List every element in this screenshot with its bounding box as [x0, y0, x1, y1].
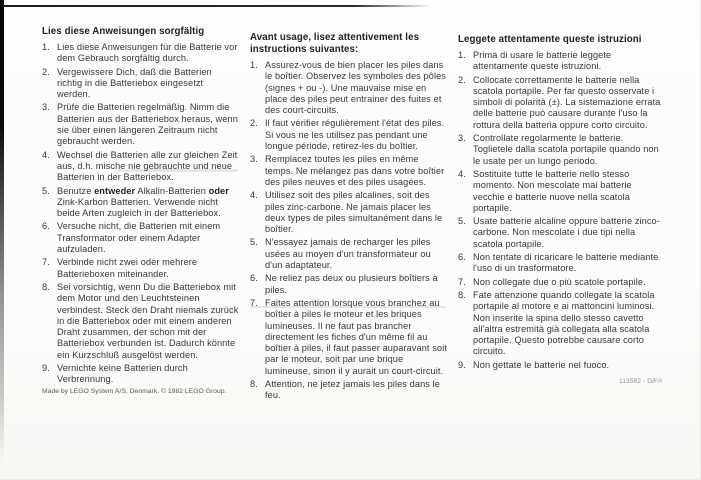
column-heading-french: Avant usage, lisez attentivement les instructions suivantes: — [250, 32, 420, 55]
instruction-item: Attention, ne jetez jamais les piles dans le feu. — [265, 379, 440, 401]
instruction-item: Faites attention lorsque vous branchez au boîtier à piles le moteur et les briques lumineuses. Il ne faut pas brancher directement les fiches d'un même fil au boîtier à piles, il faut passer auparavant soit par le moteur, soit par une brique lumineuse, sinon il y aurait un court-circuit. — [265, 297, 447, 376]
instruction-item: Remplacez toutes les piles en même temps. Ne mélangez pas dans votre boîtier des piles neuves et des piles usagées. — [265, 154, 445, 187]
instruction-list-german — [42, 42, 239, 386]
instruction-item: Versuche nicht, die Batterien mit einem Transformator oder einem Adapter aufzuladen. — [57, 221, 221, 255]
instruction-list-french — [250, 60, 449, 402]
scan-edge-top-line — [2, 5, 432, 7]
instruction-item: Lies diese Anweisungen für die Batterie vor dem Gebrauch sorgfältig durch. — [57, 42, 238, 64]
column-italian — [458, 34, 664, 386]
instruction-item: Sostituite tutte le batterie nello stesso momento. Non mescolate mai batterie vecchie e batterie nuove nella scatola portapile. — [473, 168, 632, 213]
column-heading-german: Lies diese Anweisungen sorgfältig — [42, 26, 205, 37]
instruction-item: Ne reliez pas deux ou plusieurs boîtiers à piles. — [265, 273, 438, 295]
column-german — [42, 26, 239, 396]
instruction-item: N'essayez jamais de recharger les piles usées au moyen d'un transformateur ou d'un adaptateur. — [265, 237, 431, 271]
scan-edge-left-bar — [0, 0, 4, 462]
instruction-item: Usate batterie alcaline oppure batterie zinco-carbone. Non mescolate i due tipi nella scatola portapile. — [473, 216, 660, 249]
instruction-list-italian — [458, 50, 664, 371]
instruction-item: Fate attenzione quando collegate la scatola portapile al motore e ai mattoncini luminosi. Non inserite la spina dello stesso cavetto all'altra estremità già collegata alla scatola portapile. Questo potrebbe causare corto circuito. — [473, 289, 655, 357]
instruction-item: Non tentate di ricaricare le batterie mediante l'uso di un trasformatore. — [473, 252, 659, 274]
instruction-item: Benutze entweder Alkalin-Batterien oder Zink-Karbon Batterien. Verwende nicht beide Arten zugleich in der Batteriebox. — [57, 185, 229, 219]
column-french — [250, 32, 449, 404]
part-number-footer: 113582 - D/F/I — [618, 378, 662, 386]
instruction-item: Assurez-vous de bien placer les piles dans le boîtier. Observez les symboles des pôles (signes + ou -). Une mauvaise mise en place des piles peut entrainer des fuites et des court-circuits. — [265, 60, 446, 116]
instruction-item: Controllate regolarmente le batterie. Toglietele dalla scatola portapile quando non le usate per un lungo periodo. — [473, 133, 659, 166]
instruction-item: Non gettate le batterie nel fuoco. — [473, 359, 610, 370]
instruction-item: Utilisez soit des piles alcalines, soit des piles zinc-carbone. Ne jamais placer les deux types de piles simultanément dans le boîtier. — [265, 190, 443, 235]
instruction-item: Verbinde nicht zwei oder mehrere Batterieboxen miteinander. — [57, 257, 198, 279]
instruction-item: Vergewissere Dich, daß die Batterien richtig in die Batteriebox eingesetzt werden. — [57, 66, 212, 100]
instruction-item: Collocate correttamente le batterie nella scatola portapile. Per far questo osservate i simboli di polarità (±). La sistemazione errata delle batterie può causare durante l'uso la rottura della batteria oppure corto circuito. — [473, 74, 661, 130]
made-by-footer: Made by LEGO System A/S, Denmark. © 1982 LEGO Group. — [42, 387, 227, 395]
instruction-item: Prüfe die Batterien regelmäßig. Nimm die Batterien aus der Batteriebox heraus, wenn sie über einen längeren Zeitraum nicht gebraucht werden. — [57, 102, 238, 147]
instruction-item: Sei vorsichtig, wenn Du die Batteriebox mit dem Motor und den Leuchtsteinen verbindest. Steck den Draht niemals zurück in die Batteriebox oder mit einem anderen Draht zusammen, der schon mit der Batteriebox verbunden ist. Dadurch könnte ein Kurzschluß ausgelöst werden. — [57, 281, 239, 360]
column-heading-italian: Leggete attentamente queste istruzioni — [458, 34, 642, 45]
instruction-item: Non collegate due o più scatole portapile. — [473, 276, 646, 287]
instruction-item: Prima di usare le batterie leggete attentamente queste istruzioni. — [473, 50, 612, 72]
instruction-item: Il faut vérifier régulièrement l'état des piles. Si vous ne les utilisez pas pendant une longue période, retirez-les du boîtier. — [265, 118, 445, 152]
instruction-item: Vernichte keine Batterien durch Verbrennung. — [57, 363, 188, 385]
instruction-item: Wechsel die Batterien alle zur gleichen Zeit aus, d.h. mische nie gebrauchte und neue Batterien in der Batteriebox. — [57, 149, 238, 183]
